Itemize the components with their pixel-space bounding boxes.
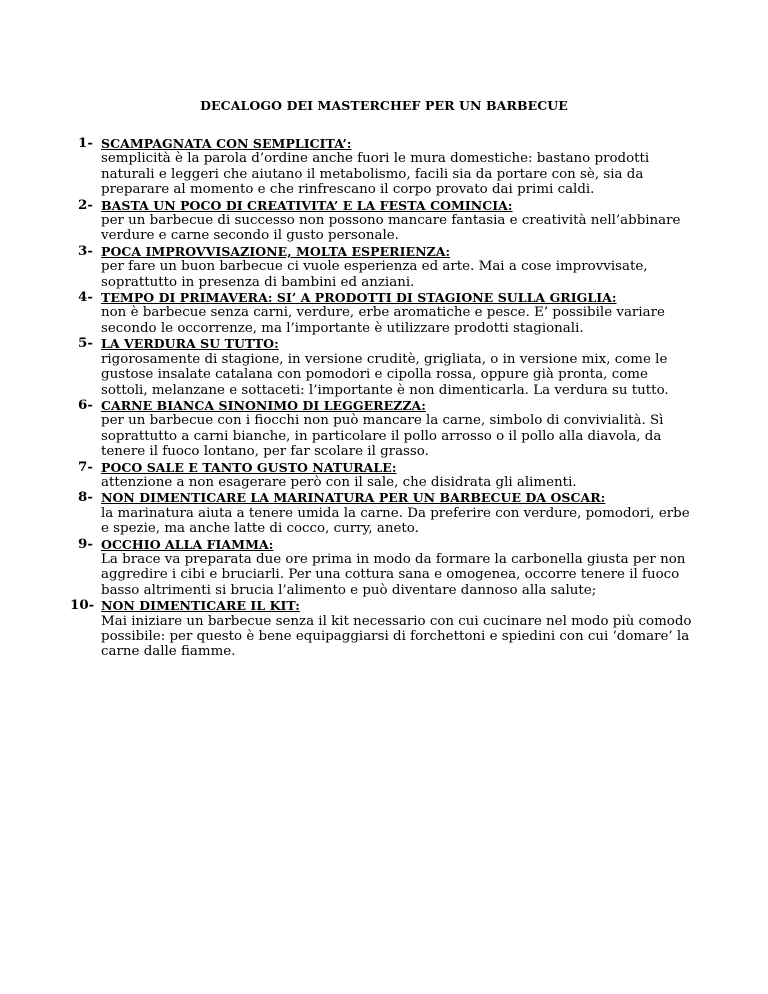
item-heading: CARNE BIANCA SINONIMO DI LEGGEREZZA: — [101, 397, 426, 413]
item-text: attenzione a non esagerare però con il sale, che disidrata gli alimenti. — [101, 474, 577, 490]
item-heading: NON DIMENTICARE LA MARINATURA PER UN BARBECUE DA OSCAR: — [101, 490, 606, 506]
decalogue-list — [70, 135, 698, 660]
item-heading: SCAMPAGNATA CON SEMPLICITA’: — [101, 136, 352, 151]
item-text: La brace va preparata due ore prima in modo da formare la carbonella giusta per non aggredire i cibi e bruciarli. Per una cottura sana e omogenea, occorre tenere il fuoco basso altrimenti si brucia l’alimento e può diventare dannoso alla salute; — [101, 551, 686, 598]
item-text: per fare un buon barbecue ci vuole esperienza ed arte. Mai a cose improvvisate, soprattutto in presenza di bambini ed anziani. — [101, 259, 648, 290]
list-item — [78, 537, 698, 599]
item-number: 1- — [78, 135, 93, 151]
item-number: 10- — [70, 597, 95, 614]
item-text: semplicità è la parola d’ordine anche fuori le mura domestiche: bastano prodotti naturali e leggeri che aiutano il metabolismo, facili sia da portare con sè, sia da preparare al momento e che rinfrescano il corpo provato dai primi caldi. — [101, 151, 650, 198]
item-number: 5- — [78, 335, 93, 352]
item-text: per un barbecue di successo non possono mancare fantasia e creatività nell’abbinare verdure e carne secondo il gusto personale. — [101, 213, 681, 244]
item-number: 3- — [78, 242, 93, 259]
list-item — [78, 198, 698, 244]
document-title: DECALOGO DEI MASTERCHEF PER UN BARBECUE — [200, 98, 568, 113]
item-number: 9- — [78, 535, 93, 552]
item-heading: BASTA UN POCO DI CREATIVITA’ E LA FESTA COMINCIA: — [101, 197, 513, 213]
list-item — [78, 136, 698, 198]
item-number: 4- — [78, 289, 93, 306]
item-heading: TEMPO DI PRIMAVERA: SI’ A PRODOTTI DI STAGIONE SULLA GRIGLIA: — [101, 290, 617, 306]
list-item — [70, 597, 698, 660]
item-heading: OCCHIO ALLA FIAMMA: — [101, 536, 274, 552]
item-number: 8- — [78, 489, 93, 506]
item-number: 6- — [78, 396, 93, 413]
list-item — [78, 336, 698, 398]
item-heading: POCO SALE E TANTO GUSTO NATURALE: — [101, 459, 397, 475]
item-heading: LA VERDURA SU TUTTO: — [101, 336, 279, 352]
list-item — [78, 460, 698, 491]
item-text: Mai iniziare un barbecue senza il kit necessario con cui cucinare nel modo più comodo possibile: per questo è bene equipaggiarsi di forchettoni e spiedini con cui ‘domare’ la carne dalle fiamme. — [101, 613, 692, 660]
item-heading: NON DIMENTICARE IL KIT: — [101, 598, 300, 614]
item-text: rigorosamente di stagione, in versione cruditè, grigliata, o in versione mix, come le gustose insalate catalana con pomodori e cipolla rossa, oppure già pronta, come sottoli, melanzane e sottaceti: l’importante è non dimenticarla. La verdura su tutto. — [101, 351, 669, 398]
list-item — [78, 490, 698, 536]
item-heading: POCA IMPROVVISAZIONE, MOLTA ESPERIENZA: — [101, 243, 451, 259]
list-item — [78, 244, 698, 290]
item-text: non è barbecue senza carni, verdure, erbe aromatiche e pesce. E’ possibile variare secondo le occorrenze, ma l’importante è utilizzare prodotti stagionali. — [101, 305, 665, 336]
list-item — [78, 290, 698, 336]
item-number: 2- — [78, 196, 93, 213]
list-item — [78, 398, 698, 460]
item-text: per un barbecue con i fiocchi non può mancare la carne, simbolo di convivialità. Sì soprattutto a carni bianche, in particolare il pollo arrosso o il pollo alla diavola, da tenere il fuoco lontano, per far scolare il grasso. — [101, 413, 664, 460]
item-number: 7- — [78, 458, 93, 475]
item-text: la marinatura aiuta a tenere umida la carne. Da preferire con verdure, pomodori, erbe e spezie, ma anche latte di cocco, curry, aneto. — [101, 505, 690, 537]
